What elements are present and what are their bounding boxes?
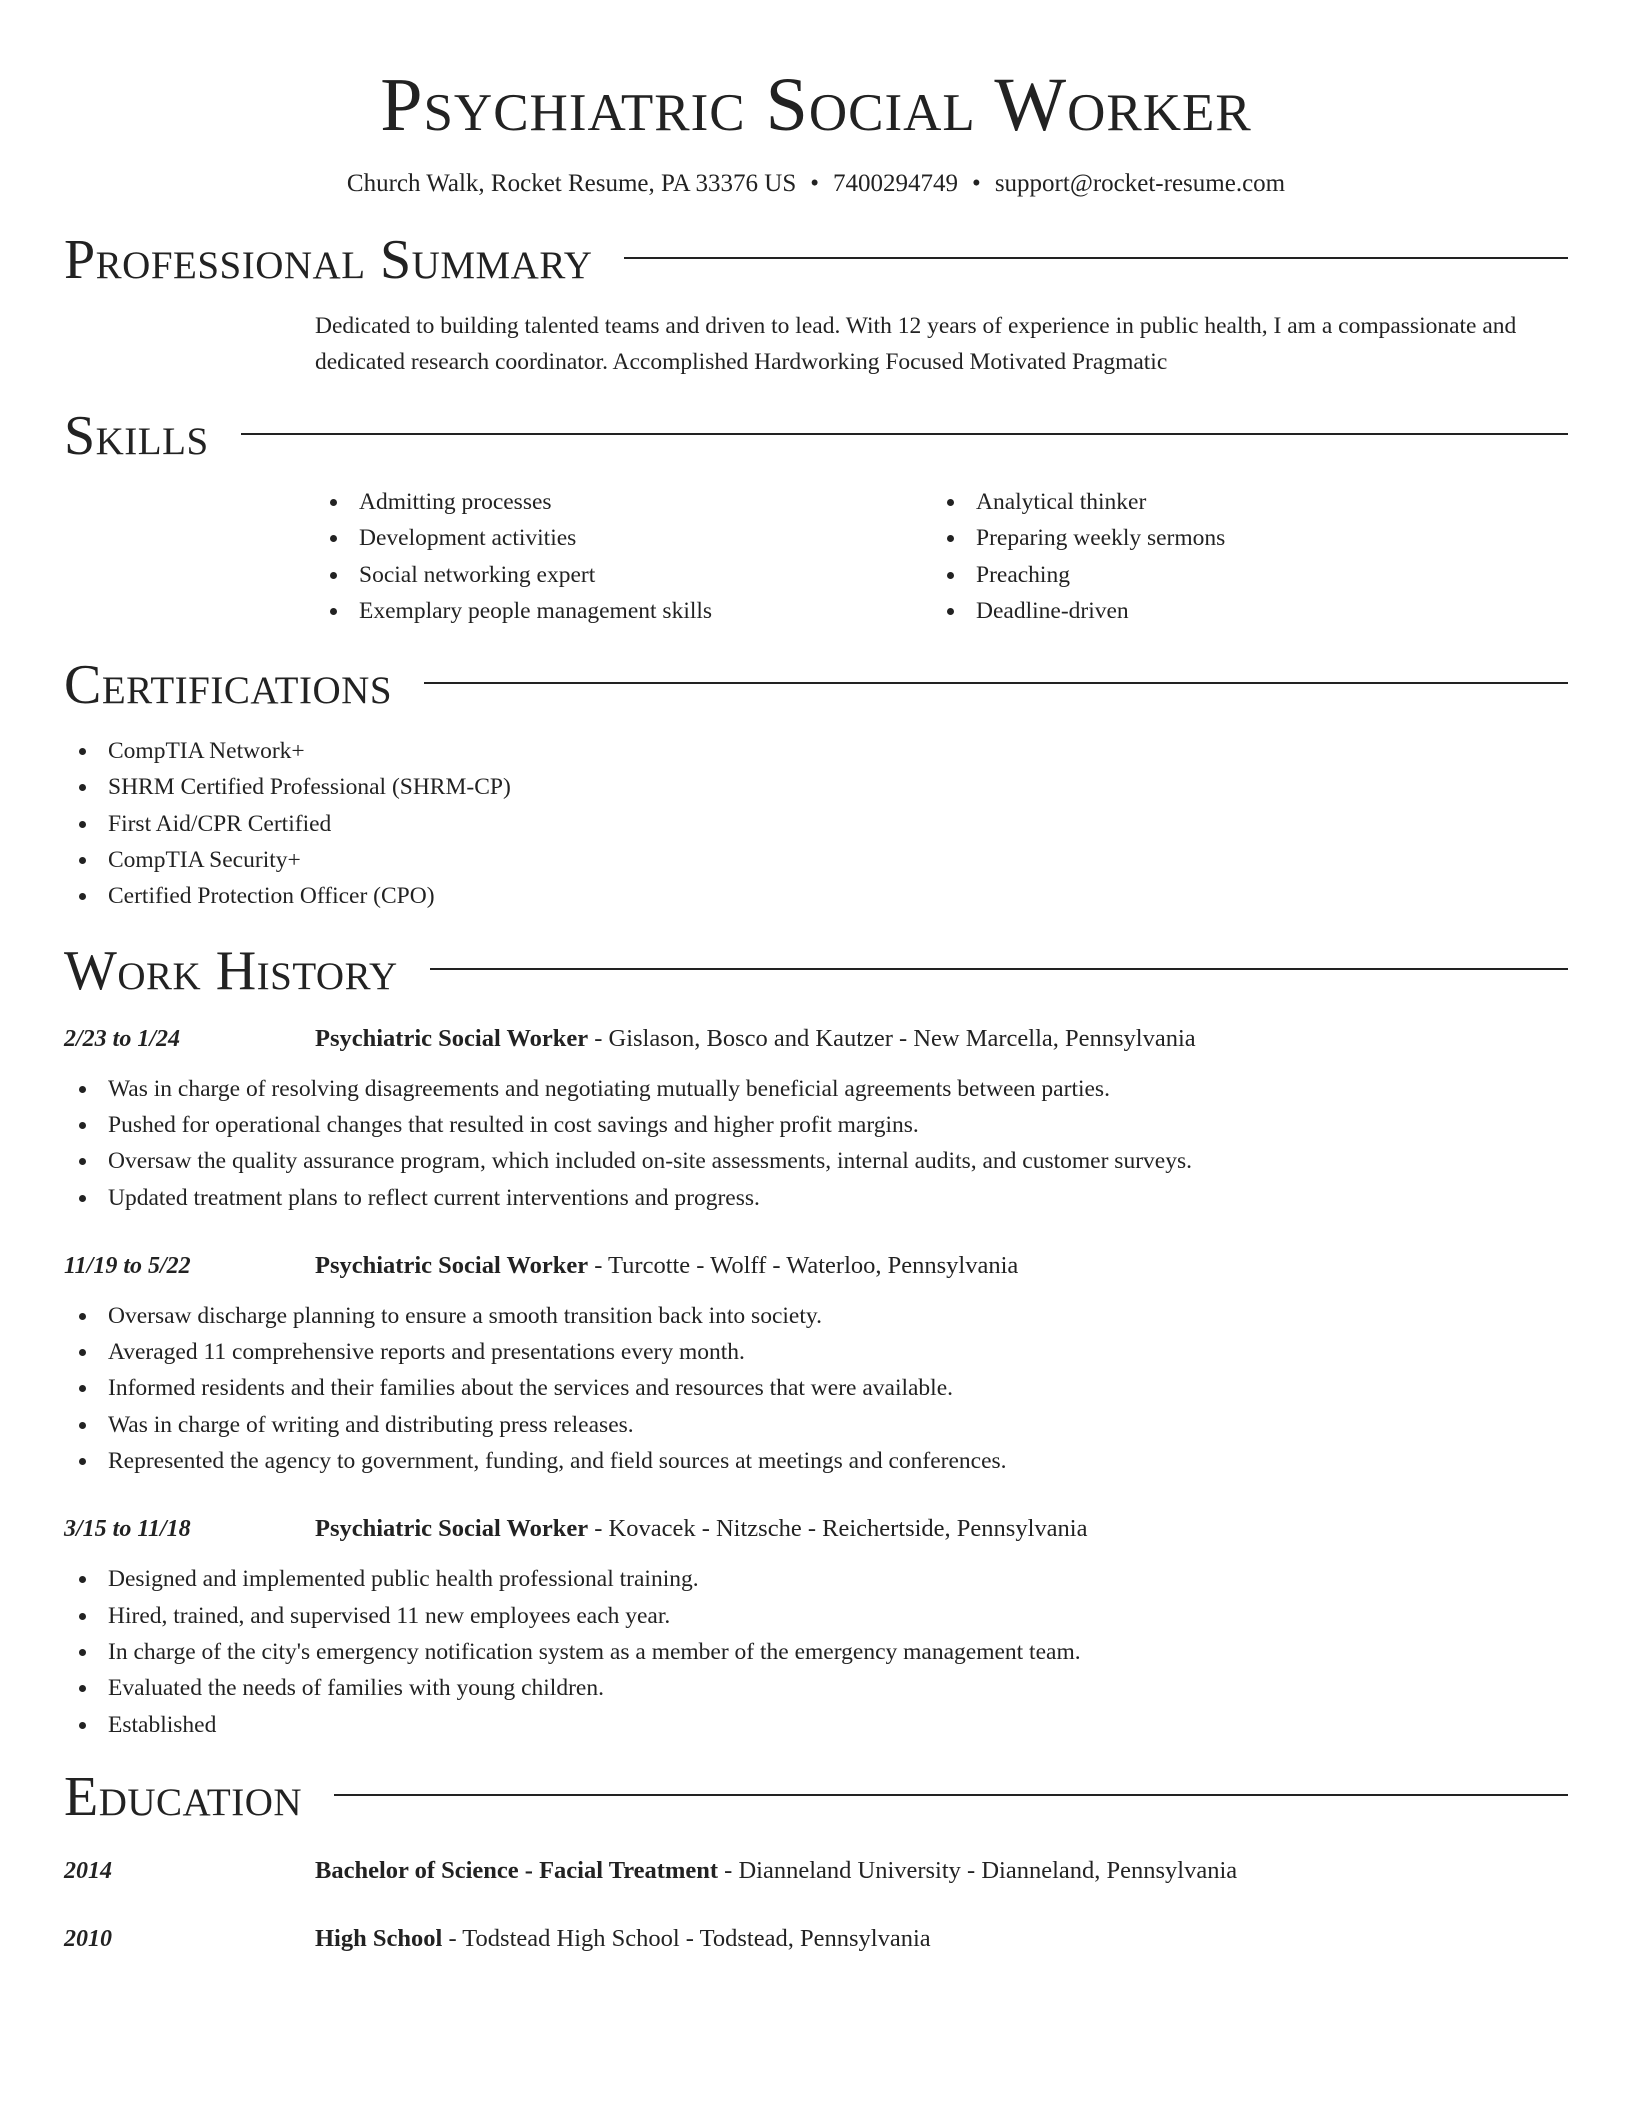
certifications-section-title: Certifications	[64, 654, 393, 717]
job-title-line	[315, 1023, 1196, 1055]
bullet-icon	[330, 535, 337, 542]
certification-item	[64, 842, 1568, 878]
job-bullet	[64, 1443, 1568, 1479]
certification-item-text: CompTIA Network+	[108, 738, 305, 765]
job-entry	[64, 1023, 1568, 1216]
job-bullet-text: Evaluated the needs of families with young children.	[108, 1675, 604, 1702]
bullet-icon	[947, 499, 954, 506]
bullet-icon	[79, 1613, 86, 1620]
job-dates: 2/23 to 1/24	[64, 1025, 181, 1052]
certification-item-text: Certified Protection Officer (CPO)	[108, 883, 435, 910]
bullet-icon	[79, 1685, 86, 1692]
job-bullet-text: Pushed for operational changes that resulted in cost savings and higher profit margins.	[108, 1111, 919, 1138]
job-dates: 11/19 to 5/22	[64, 1252, 191, 1279]
skill-item	[315, 520, 932, 556]
section-divider	[241, 433, 1568, 435]
skills-section-title: Skills	[64, 405, 209, 467]
skill-item	[932, 593, 1549, 629]
bullet-icon	[947, 608, 954, 615]
job-bullet-text: Was in charge of resolving disagreements and negotiating mutually beneficial agreements between parties.	[108, 1075, 1110, 1102]
job-bullet	[64, 1298, 1568, 1334]
work-history-list	[64, 1023, 1568, 1743]
bullet-icon	[330, 608, 337, 615]
resume-page	[64, 0, 1568, 1955]
job-title-line	[315, 1513, 1087, 1545]
skill-item-text: Preaching	[976, 561, 1070, 588]
job-header	[64, 1250, 1568, 1282]
job-bullet	[64, 1407, 1568, 1443]
job-employer: - Turcotte - Wolff - Waterloo, Pennsylvania	[588, 1251, 1019, 1279]
job-bullet-text: Hired, trained, and supervised 11 new employees each year.	[108, 1602, 671, 1629]
job-bullet-text: Established	[108, 1711, 217, 1738]
certifications-section-header	[64, 653, 1568, 717]
job-title-line	[315, 1250, 1018, 1282]
job-bullet	[64, 1180, 1568, 1216]
bullet-icon	[79, 893, 86, 900]
bullet-icon	[79, 1086, 86, 1093]
certifications-list	[64, 733, 1568, 914]
bullet-icon	[79, 1385, 86, 1392]
certification-item	[64, 733, 1568, 769]
skill-item	[315, 557, 932, 593]
job-bullet-text: Updated treatment plans to reflect current interventions and progress.	[108, 1184, 760, 1211]
certification-item-text: CompTIA Security+	[108, 847, 301, 874]
skill-item	[932, 557, 1549, 593]
contact-address: Church Walk, Rocket Resume, PA 33376 US	[346, 170, 797, 197]
job-bullet	[64, 1370, 1568, 1406]
job-entry	[64, 1513, 1568, 1742]
section-divider	[624, 257, 1568, 259]
education-list	[64, 1855, 1568, 1955]
skills-list	[315, 484, 1568, 629]
bullet-icon	[79, 1576, 86, 1583]
skills-column-left	[315, 484, 932, 629]
job-bullet	[64, 1670, 1568, 1706]
job-bullet-text: Oversaw the quality assurance program, which included on-site assessments, internal audits, and customer surveys.	[108, 1148, 1192, 1175]
skill-item-text: Development activities	[359, 525, 577, 552]
education-section-title: Education	[64, 1765, 303, 1828]
skills-section-header	[64, 404, 1568, 468]
work-section-header	[64, 939, 1568, 1003]
bullet-icon	[79, 1122, 86, 1129]
contact-separator: •	[810, 170, 820, 197]
contact-line	[64, 168, 1568, 200]
education-school: - Todstead High School - Todstead, Pennsylvania	[442, 1924, 931, 1952]
education-degree: Bachelor of Science - Facial Treatment	[315, 1856, 719, 1884]
job-bullet	[64, 1143, 1568, 1179]
job-bullets	[64, 1071, 1568, 1216]
job-bullet	[64, 1598, 1568, 1634]
education-entry	[64, 1923, 1568, 1955]
job-bullet	[64, 1334, 1568, 1370]
job-entry	[64, 1250, 1568, 1479]
bullet-icon	[79, 1349, 86, 1356]
job-title: Psychiatric Social Worker	[315, 1024, 589, 1052]
bullet-icon	[79, 821, 86, 828]
summary-section-title: Professional Summary	[64, 229, 593, 291]
section-divider	[430, 968, 1568, 970]
skill-item-text: Admitting processes	[359, 489, 552, 515]
job-bullet	[64, 1107, 1568, 1143]
bullet-icon	[79, 857, 86, 864]
job-bullet	[64, 1634, 1568, 1670]
job-bullet-text: In charge of the city's emergency notification system as a member of the emergency management team.	[108, 1638, 1081, 1665]
skill-item-text: Social networking expert	[359, 561, 596, 588]
skills-right-list	[932, 484, 1549, 629]
education-line	[315, 1923, 931, 1955]
skill-item	[932, 520, 1549, 556]
job-bullet-text: Was in charge of writing and distributing press releases.	[108, 1411, 634, 1438]
skill-item	[932, 484, 1549, 520]
education-line	[315, 1855, 1237, 1887]
certification-item-text: First Aid/CPR Certified	[108, 810, 332, 837]
job-dates: 3/15 to 11/18	[64, 1516, 191, 1543]
job-employer: - Kovacek - Nitzsche - Reichertside, Pennsylvania	[588, 1515, 1088, 1543]
skill-item-text: Exemplary people management skills	[359, 597, 713, 624]
bullet-icon	[330, 499, 337, 506]
bullet-icon	[79, 1722, 86, 1729]
skill-item	[315, 593, 932, 629]
bullet-icon	[330, 572, 337, 579]
education-degree: High School	[315, 1924, 443, 1952]
job-bullet-text: Designed and implemented public health professional training.	[108, 1566, 699, 1593]
section-divider	[334, 1794, 1568, 1796]
bullet-icon	[79, 784, 86, 791]
job-title: Psychiatric Social Worker	[315, 1515, 589, 1543]
certification-item	[64, 878, 1568, 914]
job-bullet	[64, 1561, 1568, 1597]
certification-item	[64, 769, 1568, 805]
bullet-icon	[79, 1422, 86, 1429]
section-divider	[424, 682, 1568, 684]
skill-item-text: Deadline-driven	[976, 597, 1129, 624]
bullet-icon	[79, 748, 86, 755]
job-bullet	[64, 1707, 1568, 1743]
resume-name: Psychiatric Social Worker	[380, 63, 1252, 147]
job-title: Psychiatric Social Worker	[315, 1251, 589, 1279]
summary-text: Dedicated to building talented teams and driven to lead. With 12 years of experience in public health, I am a compassionate and dedicated research coordinator. Accomplished Hardworking Focused Motivated Pragmatic	[315, 313, 1517, 375]
education-section-header	[64, 1765, 1568, 1829]
contact-phone: 7400294749	[833, 170, 959, 197]
summary-section-header	[64, 228, 1568, 292]
job-bullet-text: Oversaw discharge planning to ensure a smooth transition back into society.	[108, 1302, 822, 1329]
job-employer: - Gislason, Bosco and Kautzer - New Marcella, Pennsylvania	[588, 1024, 1196, 1052]
job-bullets	[64, 1298, 1568, 1479]
bullet-icon	[79, 1158, 86, 1165]
job-bullet-text: Averaged 11 comprehensive reports and presentations every month.	[108, 1339, 745, 1366]
job-bullets	[64, 1561, 1568, 1742]
bullet-icon	[79, 1649, 86, 1656]
job-bullet-text: Represented the agency to government, funding, and field sources at meetings and conferences.	[108, 1448, 1007, 1475]
certification-item-text: SHRM Certified Professional (SHRM-CP)	[108, 774, 511, 801]
education-school: - Dianneland University - Dianneland, Pennsylvania	[718, 1856, 1238, 1884]
contact-separator: •	[972, 170, 981, 197]
education-year: 2010	[64, 1925, 112, 1952]
skill-item-text: Preparing weekly sermons	[976, 525, 1226, 552]
job-bullet	[64, 1071, 1568, 1107]
bullet-icon	[79, 1313, 86, 1320]
job-header	[64, 1513, 1568, 1545]
bullet-icon	[947, 535, 954, 542]
work-section-title: Work History	[64, 939, 398, 1002]
education-year: 2014	[64, 1857, 112, 1884]
contact-email: support@rocket-resume.com	[994, 170, 1286, 197]
job-bullet-text: Informed residents and their families about the services and resources that were available.	[108, 1375, 954, 1402]
skill-item	[315, 484, 932, 520]
skills-column-right	[932, 484, 1549, 629]
certification-item	[64, 806, 1568, 842]
bullet-icon	[947, 572, 954, 579]
education-entry	[64, 1855, 1568, 1887]
skill-item-text: Analytical thinker	[976, 489, 1147, 515]
job-header	[64, 1023, 1568, 1055]
bullet-icon	[79, 1458, 86, 1465]
skills-left-list	[315, 484, 932, 629]
bullet-icon	[79, 1195, 86, 1202]
